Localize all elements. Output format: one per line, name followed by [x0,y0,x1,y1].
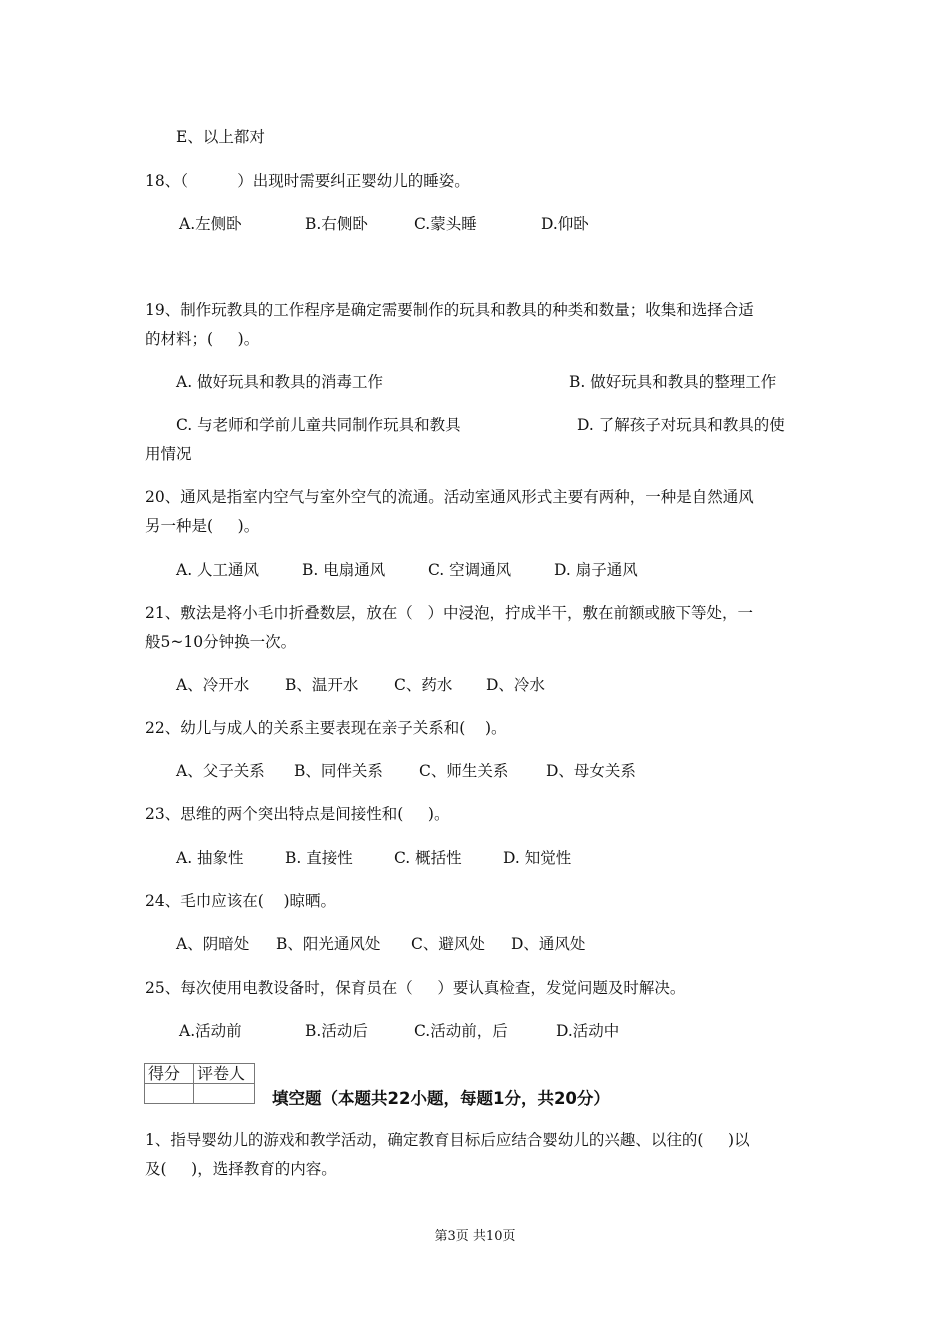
q22-option-d: D、母女关系 [546,762,636,780]
page-footer: 第3页 共10页 [434,1229,516,1244]
q19-option-c: C. 与老师和学前儿童共同制作玩具和教具 [176,416,461,434]
q19-option-d: D. 了解孩子对玩具和教具的使 [577,416,785,434]
score-box-label-grader: 评卷人 [194,1064,255,1084]
q22-option-b: B、同伴关系 [294,762,383,780]
q22-stem: 22、幼儿与成人的关系主要表现在亲子关系和( )。 [145,719,507,737]
q18-option-c: C.蒙头睡 [414,215,477,233]
score-box-cell-score[interactable] [145,1084,194,1104]
q21-stem-line1: 21、敷法是将小毛巾折叠数层，放在（ ）中浸泡，拧成半干，敷在前额或腋下等处，一 [145,604,754,622]
score-box [144,1063,255,1104]
q25-option-d: D.活动中 [556,1022,620,1040]
q21-option-c: C、药水 [394,676,453,694]
q17-option-e: E、以上都对 [176,128,265,146]
fill1-line1: 1、指导婴幼儿的游戏和教学活动，确定教育目标后应结合婴幼儿的兴趣、以往的( )以 [145,1131,750,1149]
q23-option-a: A. 抽象性 [176,849,244,867]
q25-stem: 25、每次使用电教设备时，保育员在（ ）要认真检查，发觉问题及时解决。 [145,979,686,997]
q23-option-c: C. 概括性 [394,849,462,867]
score-box-cell-grader[interactable] [194,1084,255,1104]
q22-option-a: A、父子关系 [176,762,265,780]
q20-stem-line1: 20、通风是指室内空气与室外空气的流通。活动室通风形式主要有两种，一种是自然通风 [145,488,754,506]
q19-option-a: A. 做好玩具和教具的消毒工作 [176,373,384,391]
q18-option-d: D.仰卧 [541,215,589,233]
score-box-label-score: 得分 [145,1064,194,1084]
q25-option-a: A.活动前 [179,1022,242,1040]
q24-option-d: D、通风处 [511,935,586,953]
q22-option-c: C、师生关系 [419,762,509,780]
q20-option-a: A. 人工通风 [176,561,260,579]
q23-stem: 23、思维的两个突出特点是间接性和( )。 [145,805,450,823]
q23-option-d: D. 知觉性 [503,849,572,867]
q20-option-d: D. 扇子通风 [554,561,638,579]
fill1-line2: 及( )，选择教育的内容。 [145,1160,337,1178]
q20-option-c: C. 空调通风 [428,561,512,579]
q18-option-a: A.左侧卧 [179,215,242,233]
q18-option-b: B.右侧卧 [305,215,368,233]
q21-option-a: A、冷开水 [176,676,250,694]
q21-stem-line2: 般5~10分钟换一次。 [145,633,297,651]
q21-option-d: D、冷水 [486,676,545,694]
q25-option-c: C.活动前，后 [414,1022,508,1040]
q19-stem-line2: 的材料；( )。 [145,330,260,348]
q20-option-b: B. 电扇通风 [302,561,386,579]
section-title: 填空题（本题共22小题，每题1分，共20分） [272,1089,610,1108]
q24-option-a: A、阴暗处 [176,935,250,953]
q21-option-b: B、温开水 [285,676,359,694]
q24-stem: 24、毛巾应该在( )晾晒。 [145,892,337,910]
q24-option-c: C、避风处 [411,935,485,953]
q18-stem: 18、（ ）出现时需要纠正婴幼儿的睡姿。 [145,172,470,190]
q20-stem-line2: 另一种是( )。 [145,517,260,535]
q23-option-b: B. 直接性 [285,849,353,867]
q19-option-b: B. 做好玩具和教具的整理工作 [569,373,777,391]
q24-option-b: B、阳光通风处 [276,935,381,953]
q19-stem-line1: 19、制作玩教具的工作程序是确定需要制作的玩具和教具的种类和数量；收集和选择合适 [145,301,754,319]
q25-option-b: B.活动后 [305,1022,368,1040]
q19-option-d-cont: 用情况 [145,445,192,463]
